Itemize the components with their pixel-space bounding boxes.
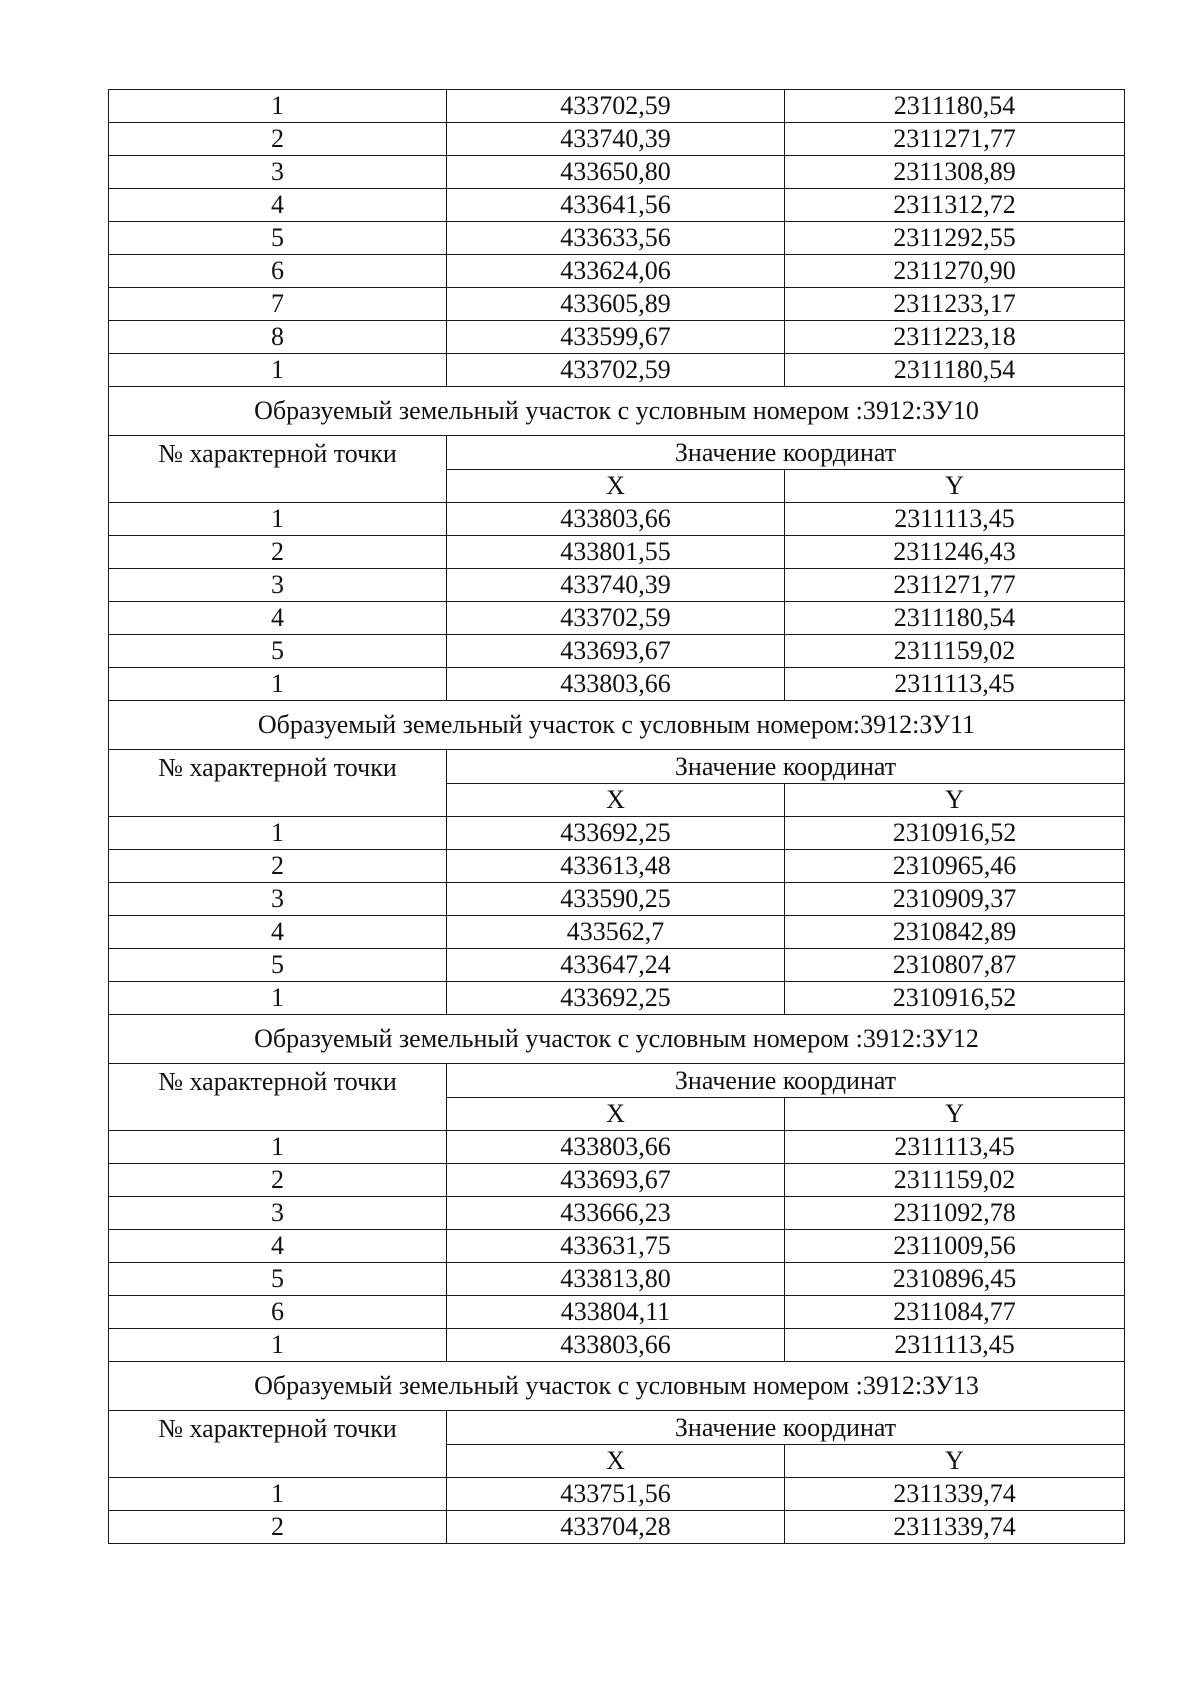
y-coordinate-cell: 2310916,52: [785, 982, 1125, 1015]
table-row: [109, 635, 1125, 668]
x-coordinate-cell: 433813,80: [447, 1263, 785, 1296]
x-column-header: X: [447, 1445, 785, 1478]
point-number-cell: 3: [109, 1197, 447, 1230]
table-row: [109, 1131, 1125, 1164]
point-number-cell: 6: [109, 1296, 447, 1329]
x-coordinate-cell: 433740,39: [447, 569, 785, 602]
x-coordinate-cell: 433631,75: [447, 1230, 785, 1263]
x-coordinate-cell: 433804,11: [447, 1296, 785, 1329]
section-title: Образуемый земельный участок с условным номером:3912:ЗУ11: [109, 701, 1125, 750]
x-coordinate-cell: 433605,89: [447, 288, 785, 321]
table-row: [109, 1329, 1125, 1362]
x-coordinate-cell: 433803,66: [447, 1131, 785, 1164]
y-coordinate-cell: 2311113,45: [785, 503, 1125, 536]
table-row: [109, 850, 1125, 883]
table-row: [109, 817, 1125, 850]
point-number-cell: 4: [109, 1230, 447, 1263]
table-header-row: [109, 750, 1125, 784]
point-number-cell: 5: [109, 1263, 447, 1296]
table-header-row: [109, 1064, 1125, 1098]
table-row: [109, 156, 1125, 189]
section-title-row: [109, 1015, 1125, 1064]
x-coordinate-cell: 433803,66: [447, 1329, 785, 1362]
section-title: Образуемый земельный участок с условным номером :3912:ЗУ13: [109, 1362, 1125, 1411]
y-coordinate-cell: 2311180,54: [785, 602, 1125, 635]
y-coordinate-cell: 2311292,55: [785, 222, 1125, 255]
x-column-header: X: [447, 1098, 785, 1131]
coordinates-header: Значение координат: [447, 1411, 1125, 1445]
x-coordinate-cell: 433624,06: [447, 255, 785, 288]
y-column-header: Y: [785, 1098, 1125, 1131]
y-coordinate-cell: 2311339,74: [785, 1511, 1125, 1544]
table-row: [109, 1511, 1125, 1544]
point-number-cell: 1: [109, 1478, 447, 1511]
point-number-header: № характерной точки: [109, 436, 447, 503]
point-number-cell: 1: [109, 503, 447, 536]
x-coordinate-cell: 433666,23: [447, 1197, 785, 1230]
section-title: Образуемый земельный участок с условным номером :3912:ЗУ12: [109, 1015, 1125, 1064]
table-row: [109, 1263, 1125, 1296]
y-coordinate-cell: 2311113,45: [785, 668, 1125, 701]
x-coordinate-cell: 433650,80: [447, 156, 785, 189]
y-column-header: Y: [785, 1445, 1125, 1478]
point-number-cell: 4: [109, 916, 447, 949]
x-column-header: X: [447, 470, 785, 503]
table-row: [109, 982, 1125, 1015]
table-row: [109, 602, 1125, 635]
table-row: [109, 569, 1125, 602]
table-row: [109, 668, 1125, 701]
point-number-header: № характерной точки: [109, 1411, 447, 1478]
x-coordinate-cell: 433702,59: [447, 90, 785, 123]
table-row: [109, 503, 1125, 536]
point-number-cell: 6: [109, 255, 447, 288]
x-coordinate-cell: 433647,24: [447, 949, 785, 982]
y-coordinate-cell: 2310807,87: [785, 949, 1125, 982]
point-number-cell: 2: [109, 850, 447, 883]
coordinates-table: [108, 89, 1125, 1544]
table-row: [109, 123, 1125, 156]
y-coordinate-cell: 2311180,54: [785, 354, 1125, 387]
point-number-cell: 4: [109, 602, 447, 635]
x-coordinate-cell: 433702,59: [447, 354, 785, 387]
point-number-cell: 2: [109, 1511, 447, 1544]
point-number-cell: 2: [109, 536, 447, 569]
x-coordinate-cell: 433599,67: [447, 321, 785, 354]
y-coordinate-cell: 2311270,90: [785, 255, 1125, 288]
point-number-header: № характерной точки: [109, 1064, 447, 1131]
table-row: [109, 90, 1125, 123]
x-coordinate-cell: 433613,48: [447, 850, 785, 883]
y-coordinate-cell: 2310965,46: [785, 850, 1125, 883]
section-title: Образуемый земельный участок с условным номером :3912:ЗУ10: [109, 387, 1125, 436]
y-coordinate-cell: 2310842,89: [785, 916, 1125, 949]
table-row: [109, 916, 1125, 949]
point-number-cell: 1: [109, 817, 447, 850]
x-coordinate-cell: 433803,66: [447, 503, 785, 536]
y-coordinate-cell: 2311308,89: [785, 156, 1125, 189]
table-row: [109, 321, 1125, 354]
y-coordinate-cell: 2311084,77: [785, 1296, 1125, 1329]
y-coordinate-cell: 2311233,17: [785, 288, 1125, 321]
y-coordinate-cell: 2311159,02: [785, 635, 1125, 668]
coordinates-header: Значение координат: [447, 750, 1125, 784]
x-coordinate-cell: 433801,55: [447, 536, 785, 569]
y-coordinate-cell: 2310916,52: [785, 817, 1125, 850]
table-row: [109, 536, 1125, 569]
point-number-header: № характерной точки: [109, 750, 447, 817]
section-title-row: [109, 387, 1125, 436]
section-title-row: [109, 701, 1125, 750]
y-coordinate-cell: 2311271,77: [785, 123, 1125, 156]
point-number-cell: 1: [109, 982, 447, 1015]
point-number-cell: 1: [109, 1131, 447, 1164]
point-number-cell: 5: [109, 635, 447, 668]
coordinates-header: Значение координат: [447, 436, 1125, 470]
x-coordinate-cell: 433693,67: [447, 1164, 785, 1197]
point-number-cell: 4: [109, 189, 447, 222]
point-number-cell: 1: [109, 354, 447, 387]
y-coordinate-cell: 2310896,45: [785, 1263, 1125, 1296]
x-coordinate-cell: 433590,25: [447, 883, 785, 916]
y-coordinate-cell: 2311113,45: [785, 1131, 1125, 1164]
table-row: [109, 1230, 1125, 1263]
table-row: [109, 883, 1125, 916]
x-coordinate-cell: 433740,39: [447, 123, 785, 156]
table-row: [109, 354, 1125, 387]
y-coordinate-cell: 2311312,72: [785, 189, 1125, 222]
point-number-cell: 1: [109, 1329, 447, 1362]
coordinates-table-body: [109, 90, 1125, 1544]
x-coordinate-cell: 433702,59: [447, 602, 785, 635]
y-coordinate-cell: 2311223,18: [785, 321, 1125, 354]
table-row: [109, 1197, 1125, 1230]
x-coordinate-cell: 433562,7: [447, 916, 785, 949]
y-coordinate-cell: 2311159,02: [785, 1164, 1125, 1197]
point-number-cell: 2: [109, 1164, 447, 1197]
y-coordinate-cell: 2311180,54: [785, 90, 1125, 123]
point-number-cell: 3: [109, 883, 447, 916]
y-coordinate-cell: 2311009,56: [785, 1230, 1125, 1263]
y-coordinate-cell: 2310909,37: [785, 883, 1125, 916]
table-row: [109, 189, 1125, 222]
point-number-cell: 3: [109, 569, 447, 602]
point-number-cell: 3: [109, 156, 447, 189]
table-row: [109, 949, 1125, 982]
point-number-cell: 7: [109, 288, 447, 321]
point-number-cell: 2: [109, 123, 447, 156]
table-row: [109, 255, 1125, 288]
x-column-header: X: [447, 784, 785, 817]
point-number-cell: 5: [109, 949, 447, 982]
y-column-header: Y: [785, 470, 1125, 503]
x-coordinate-cell: 433641,56: [447, 189, 785, 222]
table-row: [109, 1296, 1125, 1329]
table-row: [109, 1478, 1125, 1511]
y-coordinate-cell: 2311246,43: [785, 536, 1125, 569]
y-coordinate-cell: 2311092,78: [785, 1197, 1125, 1230]
section-title-row: [109, 1362, 1125, 1411]
point-number-cell: 1: [109, 668, 447, 701]
x-coordinate-cell: 433633,56: [447, 222, 785, 255]
point-number-cell: 1: [109, 90, 447, 123]
point-number-cell: 5: [109, 222, 447, 255]
x-coordinate-cell: 433692,25: [447, 982, 785, 1015]
y-column-header: Y: [785, 784, 1125, 817]
table-header-row: [109, 436, 1125, 470]
y-coordinate-cell: 2311339,74: [785, 1478, 1125, 1511]
x-coordinate-cell: 433803,66: [447, 668, 785, 701]
x-coordinate-cell: 433704,28: [447, 1511, 785, 1544]
table-row: [109, 288, 1125, 321]
y-coordinate-cell: 2311271,77: [785, 569, 1125, 602]
x-coordinate-cell: 433692,25: [447, 817, 785, 850]
point-number-cell: 8: [109, 321, 447, 354]
table-header-row: [109, 1411, 1125, 1445]
y-coordinate-cell: 2311113,45: [785, 1329, 1125, 1362]
table-row: [109, 222, 1125, 255]
coordinates-header: Значение координат: [447, 1064, 1125, 1098]
x-coordinate-cell: 433693,67: [447, 635, 785, 668]
table-row: [109, 1164, 1125, 1197]
x-coordinate-cell: 433751,56: [447, 1478, 785, 1511]
